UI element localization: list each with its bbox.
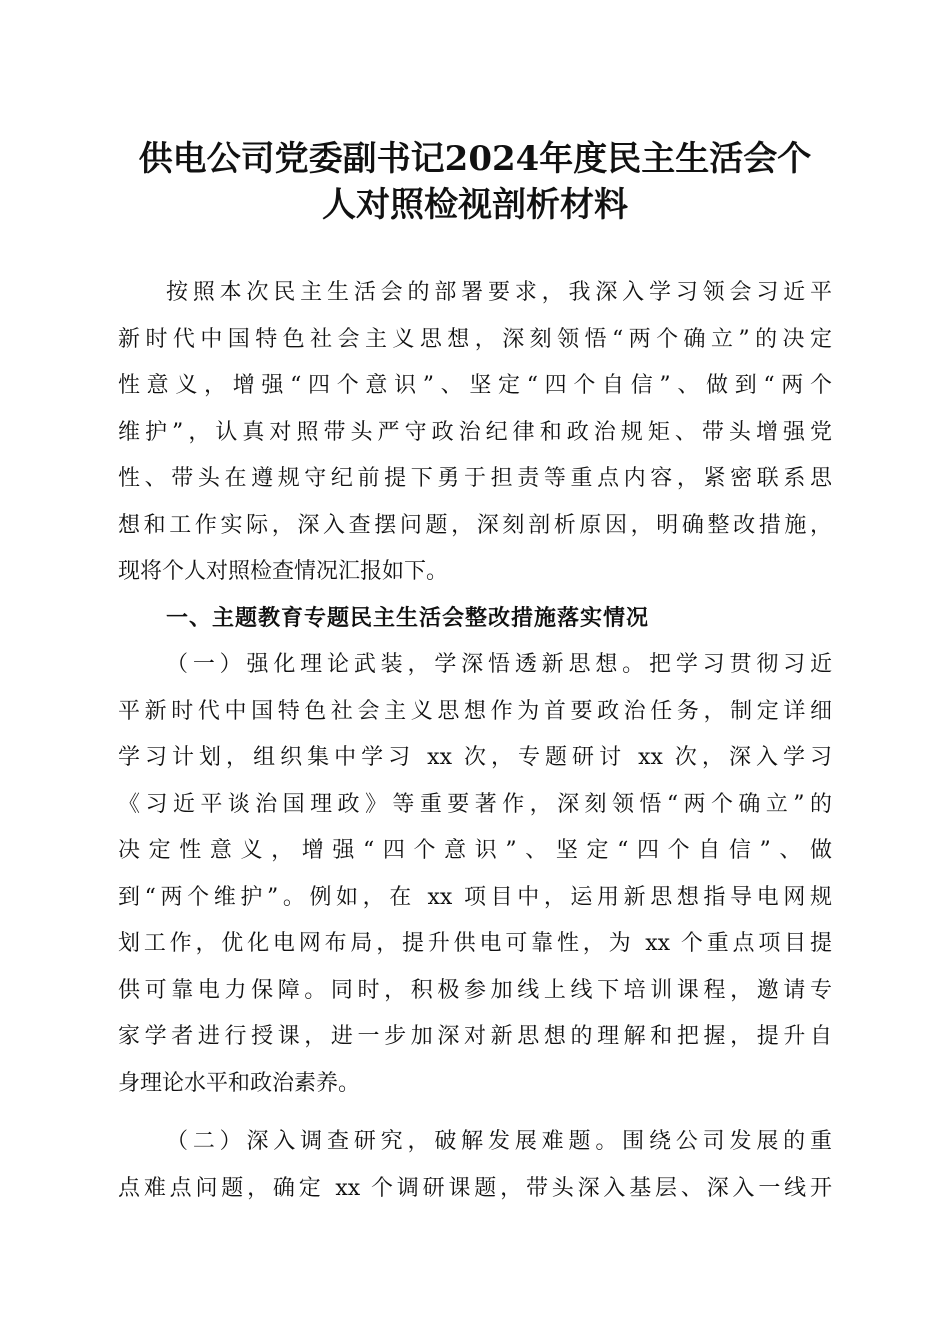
text-line: 新时代中国特色社会主义思想，深刻领悟“两个确立”的决定	[118, 326, 832, 352]
text-line: 性、带头在遵规守纪前提下勇于担责等重点内容，紧密联系思	[118, 466, 832, 491]
text-line: 按照本次民主生活会的部署要求，我深入学习领会习近平	[166, 280, 832, 305]
text-line: 身理论水平和政治素养。	[118, 1070, 361, 1096]
text-line: 家学者进行授课，进一步加深对新思想的理解和把握，提升自	[118, 1024, 832, 1049]
paragraph-2	[118, 1119, 832, 1212]
document-title	[110, 136, 840, 228]
text-line: （二）深入调查研究，破解发展难题。围绕公司发展的重	[166, 1129, 832, 1154]
section-heading: 一、主题教育专题民主生活会整改措施落实情况	[166, 605, 650, 631]
text-line: 到“两个维护”。例如，在 xx 项目中，运用新思想指导电网规	[118, 884, 832, 910]
paragraph-1	[118, 642, 832, 1107]
intro-paragraph	[118, 270, 832, 596]
text-line: （一）强化理论武装，学深悟透新思想。把学习贯彻习近	[166, 652, 832, 677]
title-line-2: 人对照检视剖析材料	[322, 185, 628, 225]
text-line: 点难点问题，确定 xx 个调研课题，带头深入基层、深入一线开	[118, 1175, 832, 1201]
text-line: 划工作，优化电网布局，提升供电可靠性，为 xx 个重点项目提	[118, 931, 832, 956]
text-line: 现将个人对照检查情况汇报如下。	[118, 559, 449, 584]
text-line: 平新时代中国特色社会主义思想作为首要政治任务，制定详细	[118, 698, 832, 724]
paragraph-gap	[118, 1107, 832, 1119]
text-line: 供可靠电力保障。同时，积极参加线上线下培训课程，邀请专	[118, 977, 832, 1003]
text-line: 《习近平谈治国理政》等重要著作，深刻领悟“两个确立”的	[118, 791, 832, 817]
text-line: 学习计划，组织集中学习 xx 次，专题研讨 xx 次，深入学习	[118, 745, 832, 770]
text-line: 想和工作实际，深入查摆问题，深刻剖析原因，明确整改措施，	[118, 512, 832, 538]
document-body	[118, 270, 832, 1212]
text-line: 维护”，认真对照带头严守政治纪律和政治规矩、带头增强党	[118, 419, 832, 445]
text-line: 决定性意义，增强“四个意识”、坚定“四个自信”、做	[118, 838, 832, 863]
text-line: 性意义，增强“四个意识”、坚定“四个自信”、做到“两个	[118, 373, 832, 398]
title-line-1: 供电公司党委副书记2024年度民主生活会个	[138, 139, 812, 179]
